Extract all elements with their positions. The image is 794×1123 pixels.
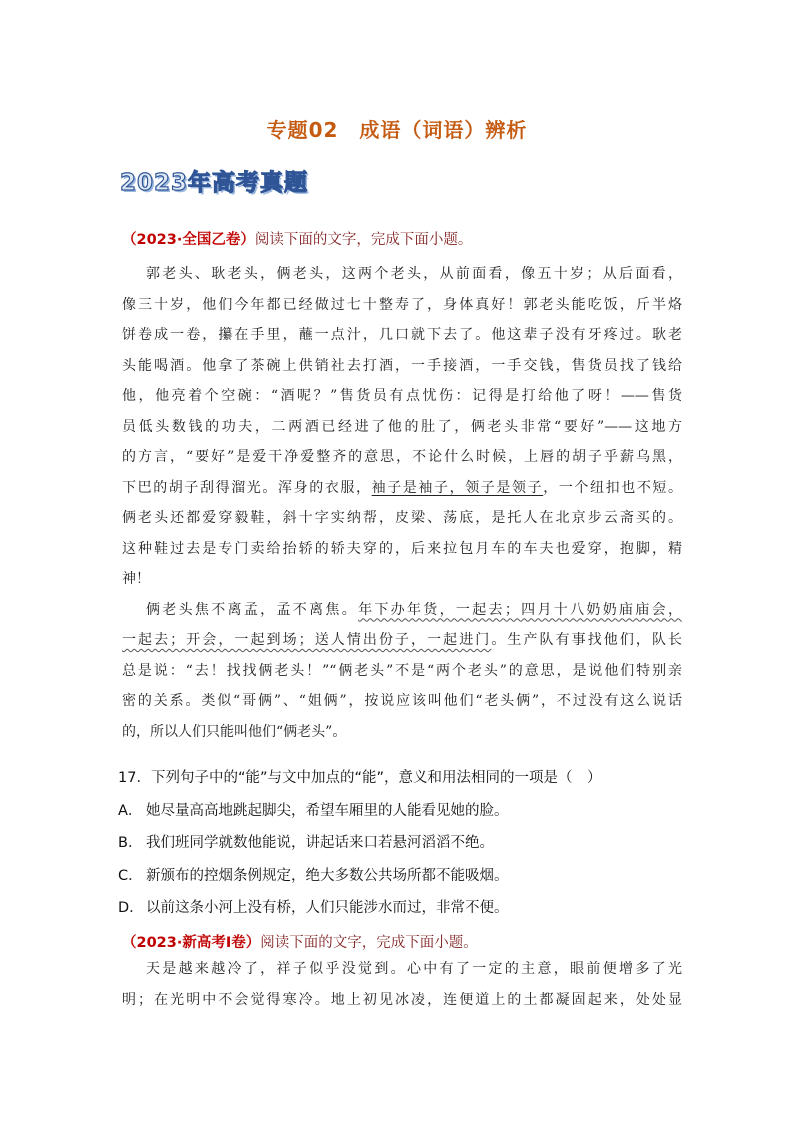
question-header-1 [122,228,472,249]
passage-line: 俩老头还都爱穿毅鞋，斜十字实纳帮，皮梁、荡底，是托人在北京步云斋买的。 [122,510,682,526]
source-tag: （2023·全国乙卷） [122,232,255,248]
passage-line: 他，他亮着个空碗：“酒呢？”售货员有点忧伤：记得是打给他了呀！——售货 [122,388,682,404]
option-label: C． [118,868,143,884]
option-a[interactable] [118,799,509,820]
text-segment: ，一个纽扣也不短。 [543,479,682,496]
passage-line: 天是越来越冷了，祥子似乎没觉到。心中有了一定的主意，眼前便增多了光 [146,961,682,977]
option-c[interactable] [118,864,509,885]
passage-line: 明；在光明中不会觉得寒冷。地上初见冰凌，连便道上的土都凝固起来，处处显 [122,991,682,1008]
option-text: 我们班同学就数他能说，讲起话来口若悬河滔滔不绝。 [146,835,494,851]
passage-line: 头能喝酒。他拿了茶碗上供销社去打酒，一手接酒，一手交钱，售货员找了钱给 [122,357,682,374]
instruction: 阅读下面的文字，完成下面小题。 [260,935,478,951]
document-title: 专题02 成语（词语）辨析 [266,118,528,142]
question-header-2 [122,931,478,952]
option-label: A． [118,803,143,819]
passage-line [122,477,682,507]
underlined-phrase: 袖子是袖子，领子是领子 [371,479,544,496]
wavy-underlined-phrase: 年下办年货，一起去；四月十八奶奶庙庙会， [358,601,682,618]
passage-line [122,629,682,659]
option-d[interactable] [118,896,509,917]
text-segment: 俩老头焦不离孟，孟不离焦。 [146,601,359,618]
instruction: 阅读下面的文字，完成下面小题。 [254,232,473,248]
passage-line [146,599,682,629]
passage-line: 密的关系。类似“哥俩”、“姐俩”，按说应该叫他们“老头俩”，不过没有这么说话 [122,693,682,709]
passage-line: 这种鞋过去是专门卖给抬轿的轿夫穿的，后来拉包月车的车夫也爱穿，抱脚，精 [122,540,682,557]
passage-line: 员低头数钱的功夫，二两酒已经进了他的肚了，俩老头非常“要好”——这地方 [122,418,682,435]
section-heading: 2023年高考真题 [120,170,309,196]
option-label: B． [118,835,143,851]
passage-line: 的，所以人们只能叫他们“俩老头”。 [122,723,347,740]
wavy-underlined-phrase: 一起去；开会，一起到场；送人情出份子，一起进门 [122,632,492,648]
option-text: 以前这条小河上没有桥，人们只能涉水而过，非常不便。 [146,900,509,916]
option-text: 她尽量高高地跳起脚尖，希望车厢里的人能看见她的脸。 [146,803,509,819]
passage-line: 饼卷成一卷，攥在手里，蘸一点汁，几口就下去了。他这辈子没有牙疼过。耿老 [122,327,682,343]
passage-line: 的方言，“要好”是爱干净爱整齐的意思，不论什么时候，上唇的胡子乎薪乌黑， [122,449,682,465]
question-17: 17．下列句子中的“能”与文中加点的“能”，意义和用法相同的一项是（ ） [118,770,602,786]
passage-line: 郭老头、耿老头，俩老头，这两个老头，从前面看，像五十岁；从后面看， [146,266,682,282]
passage-line: 总是说：“去！找找俩老头！”“俩老头”不是“两个老头”的意思，是说他们特别亲 [122,662,682,679]
text-segment: 。生产队有事找他们，队长 [491,632,682,648]
option-label: D． [118,900,144,916]
text-segment: 下巴的胡子刮得溜光。浑身的衣服， [122,479,372,496]
source-tag: （2023·新高考Ⅰ卷） [122,935,261,951]
option-b[interactable] [118,831,494,852]
option-text: 新颁布的控烟条例规定，绝大多数公共场所都不能吸烟。 [146,868,509,884]
passage-line: 像三十岁，他们今年都已经做过七十整寿了，身体真好！郭老头能吃饭，斤半烙 [122,296,682,313]
passage-line: 神！ [122,571,150,587]
